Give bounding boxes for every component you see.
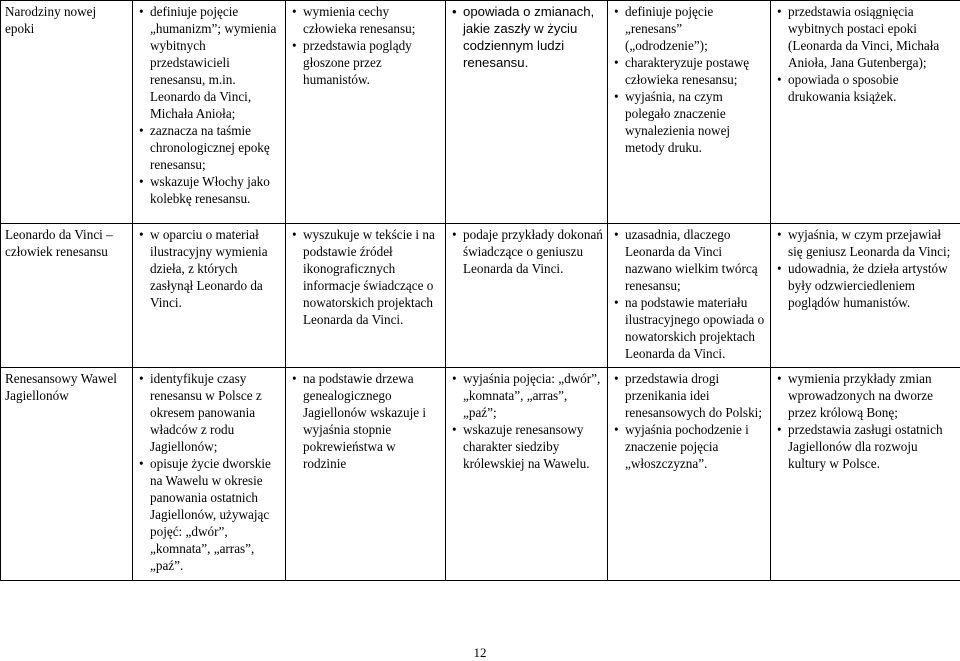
list-item: • definiuje pojęcie „renesans” („odrodzenie”); bbox=[612, 3, 766, 54]
list-item: • wskazuje renesansowy charakter siedziby królewskiej na Wawelu. bbox=[450, 421, 603, 472]
topic-cell: Renesansowy Wawel Jagiellonów bbox=[1, 368, 133, 581]
requirements-cell bbox=[608, 1, 771, 224]
requirements-cell bbox=[446, 224, 608, 368]
list-item: • opowiada o zmianach, jakie zaszły w życiu codziennym ludzi renesansu. bbox=[450, 3, 603, 71]
requirements-cell bbox=[771, 368, 960, 581]
list-item: • identyfikuje czasy renesansu w Polsce z okresem panowania władców z rodu Jagiellonów; bbox=[137, 370, 281, 455]
table-row bbox=[1, 368, 960, 581]
list-item: • przedstawia drogi przenikania idei renesansowych do Polski; bbox=[612, 370, 766, 421]
page-number: 12 bbox=[0, 645, 960, 661]
requirements-cell bbox=[446, 1, 608, 224]
requirements-cell bbox=[133, 1, 286, 224]
list-item: • wyszukuje w tekście i na podstawie źródeł ikonograficznych informacje świadczące o nowatorskich projektach Leonarda da Vinci. bbox=[290, 226, 441, 328]
list-item: • na podstawie drzewa genealogicznego Jagiellonów wskazuje i wyjaśnia stopnie pokrewieństwa w rodzinie bbox=[290, 370, 441, 472]
table-row bbox=[1, 1, 960, 224]
requirements-cell bbox=[286, 368, 446, 581]
list-item: • opowiada o sposobie drukowania książek. bbox=[775, 71, 956, 105]
list-item: • definiuje pojęcie „humanizm”; wymienia wybitnych przedstawicieli renesansu, m.in. Leonardo da Vinci, Michała Anioła; bbox=[137, 3, 281, 122]
requirements-cell bbox=[608, 368, 771, 581]
requirements-cell bbox=[286, 224, 446, 368]
list-item: • charakteryzuje postawę człowieka renesansu; bbox=[612, 54, 766, 88]
list-item: • podaje przykłady dokonań świadczące o geniuszu Leonarda da Vinci. bbox=[450, 226, 603, 277]
list-item: • wyjaśnia, na czym polegało znaczenie wynalezienia nowej metody druku. bbox=[612, 88, 766, 156]
list-item: • zaznacza na taśmie chronologicznej epokę renesansu; bbox=[137, 122, 281, 173]
topic-cell: Leonardo da Vinci – człowiek renesansu bbox=[1, 224, 133, 368]
requirements-cell bbox=[286, 1, 446, 224]
requirements-cell bbox=[771, 224, 960, 368]
list-item: • na podstawie materiału ilustracyjnego opowiada o nowatorskich projektach Leonarda da Vinci. bbox=[612, 294, 766, 362]
list-item: • uzasadnia, dlaczego Leonarda da Vinci nazwano wielkim twórcą renesansu; bbox=[612, 226, 766, 294]
list-item: • w oparciu o materiał ilustracyjny wymienia dzieła, z których zasłynął Leonardo da Vinci. bbox=[137, 226, 281, 311]
list-item: • wskazuje Włochy jako kolebkę renesansu. bbox=[137, 173, 281, 207]
requirements-cell bbox=[133, 224, 286, 368]
list-item: • przedstawia osiągnięcia wybitnych postaci epoki (Leonarda da Vinci, Michała Anioła, Jana Gutenberga); bbox=[775, 3, 956, 71]
list-item: • udowadnia, że dzieła artystów były odzwierciedleniem poglądów humanistów. bbox=[775, 260, 956, 311]
list-item: • wyjaśnia pochodzenie i znaczenie pojęcia „włoszczyzna”. bbox=[612, 421, 766, 472]
requirements-cell bbox=[133, 368, 286, 581]
list-item: • opisuje życie dworskie na Wawelu w okresie panowania ostatnich Jagiellonów, używając pojęć: „dwór”, „komnata”, „arras”, „paź”. bbox=[137, 455, 281, 574]
table-row bbox=[1, 224, 960, 368]
list-item: • wymienia cechy człowieka renesansu; bbox=[290, 3, 441, 37]
list-item: • wymienia przykłady zmian wprowadzonych na dworze przez królową Bonę; bbox=[775, 370, 956, 421]
list-item: • przedstawia poglądy głoszone przez humanistów. bbox=[290, 37, 441, 88]
topic-cell: Narodziny nowej epoki bbox=[1, 1, 133, 224]
requirements-cell bbox=[446, 368, 608, 581]
list-item: • przedstawia zasługi ostatnich Jagiellonów dla rozwoju kultury w Polsce. bbox=[775, 421, 956, 472]
requirements-cell bbox=[771, 1, 960, 224]
list-item: • wyjaśnia pojęcia: „dwór”, „komnata”, „arras”, „paź”; bbox=[450, 370, 603, 421]
requirements-cell bbox=[608, 224, 771, 368]
list-item: • wyjaśnia, w czym przejawiał się geniusz Leonarda da Vinci; bbox=[775, 226, 956, 260]
